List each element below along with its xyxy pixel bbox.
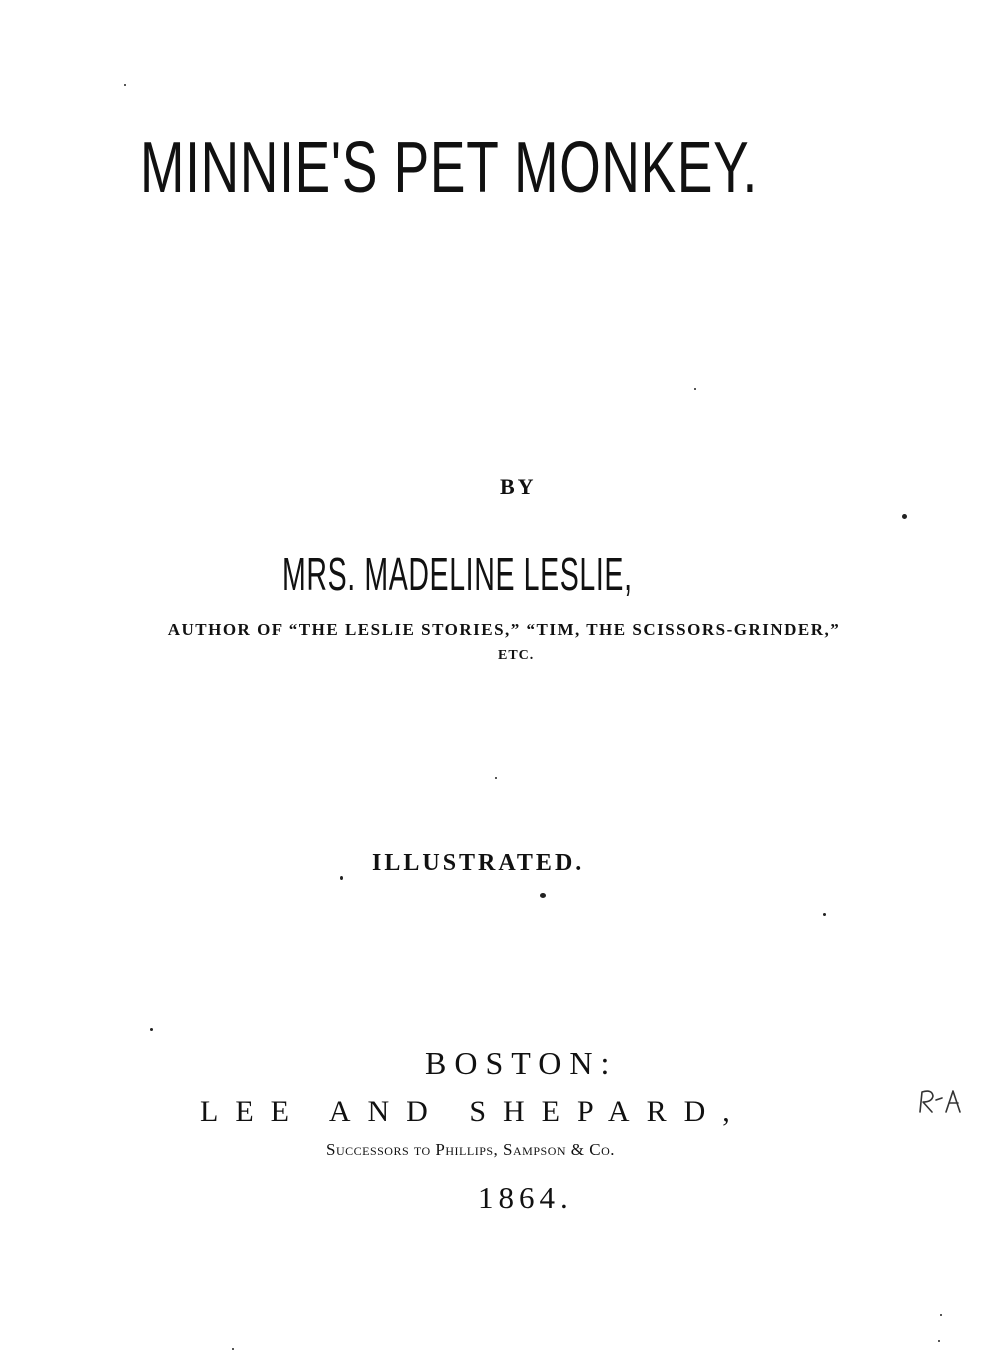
etc-line: ETC. [498,648,535,663]
scan-speck [902,514,907,519]
book-title: MINNIE'S PET MONKEY. [140,128,759,208]
scan-speck [495,777,497,779]
scan-speck [938,1340,940,1342]
scan-speck [232,1348,234,1350]
scan-speck [124,84,126,86]
scan-speck [340,876,343,880]
author-name: MRS. MADELINE LESLIE, [282,548,633,600]
handwritten-mark [916,1086,976,1116]
author-of-line: AUTHOR OF “THE LESLIE STORIES,” “TIM, THE SCISSORS-GRINDER,” [167,620,841,639]
publisher-name: LEE AND SHEPARD, [200,1095,747,1128]
publication-year: 1864. [478,1180,573,1215]
scan-speck [694,388,696,390]
publication-place: BOSTON: [425,1045,618,1081]
byline: BY [500,474,537,499]
scan-speck [823,913,826,916]
scan-speck [540,893,546,898]
scan-speck [940,1314,942,1316]
illustrated-label: ILLUSTRATED. [372,850,585,876]
scan-speck [150,1028,153,1031]
successors-line: Successors to Phillips, Sampson & Co. [326,1140,615,1159]
